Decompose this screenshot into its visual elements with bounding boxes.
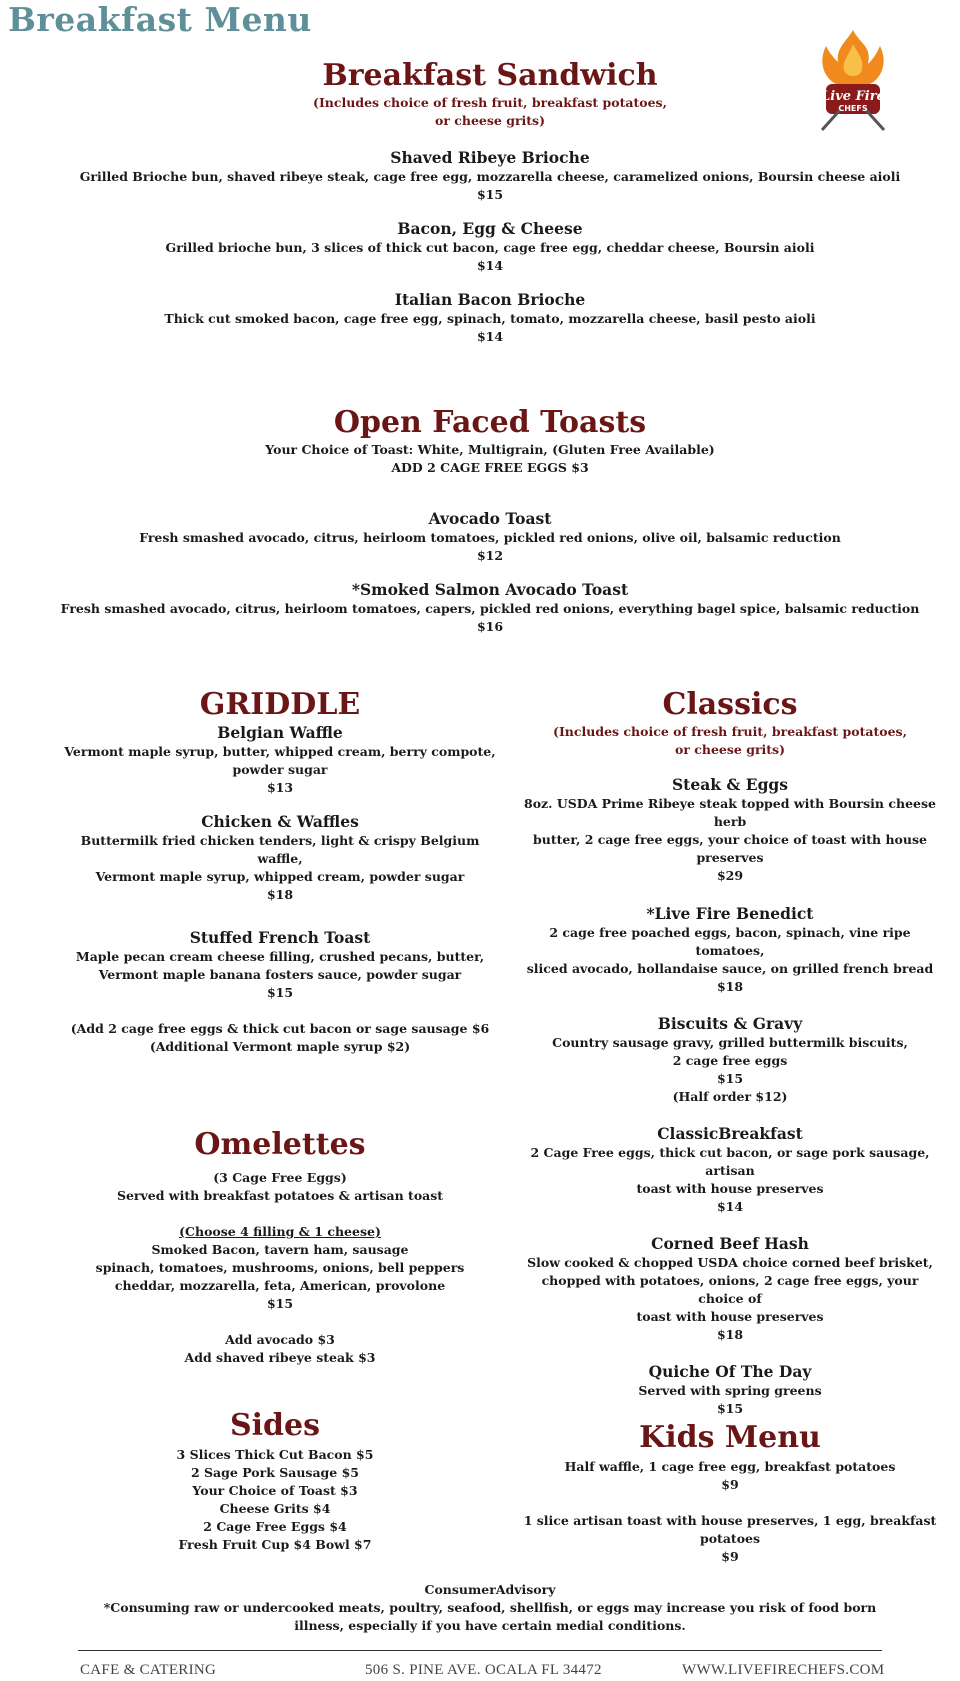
item-name: Chicken & Waffles [201,812,359,831]
section-title: Classics [662,687,798,722]
section-title: GRIDDLE [199,687,361,722]
section-subtitle: (Includes choice of fresh fruit, breakfast potatoes, [313,95,667,110]
section-sides [60,1408,490,1554]
omelette-addon: Add shaved ribeye steak $3 [184,1350,376,1365]
item-desc: chopped with potatoes, onions, 2 cage free eggs, your choice of [541,1273,919,1306]
menu-item [60,290,920,346]
item-desc: Grilled Brioche bun, shaved ribeye steak, cage free egg, mozzarella cheese, caramelized onions, Boursin cheese aioli [79,169,901,184]
item-price: $14 [476,258,504,273]
item-desc: Vermont maple syrup, butter, whipped cream, berry compote, [64,744,496,759]
item-name: Quiche Of The Day [648,1362,812,1381]
item-desc: sliced avocado, hollandaise sauce, on grilled french bread [526,961,934,976]
footer-website-link[interactable]: WWW.LIVEFIRECHEFS.COM [682,1662,885,1678]
item-name: Corned Beef Hash [651,1234,809,1253]
item-name: Bacon, Egg & Cheese [397,219,583,238]
griddle-addon: (Add 2 cage free eggs & thick cut bacon or sage sausage $6 [70,1021,490,1036]
griddle-addon: (Additional Vermont maple syrup $2) [149,1039,411,1054]
section-griddle [60,687,500,1056]
section-subtitle: or cheese grits) [434,113,546,128]
omelette-fillings: cheddar, mozzarella, feta, American, provolone [114,1278,446,1293]
menu-item [520,1234,940,1344]
item-desc: Country sausage gravy, grilled buttermilk biscuits, [552,1035,908,1050]
section-note: ADD 2 CAGE FREE EGGS $3 [391,460,589,475]
section-note: Your Choice of Toast: White, Multigrain, (Gluten Free Available) [265,442,715,457]
menu-item [520,1014,940,1106]
side-item: Your Choice of Toast $3 [192,1483,358,1498]
menu-item [60,509,920,565]
item-desc: Vermont maple banana fosters sauce, powder sugar [98,967,462,982]
item-name: Stuffed French Toast [189,928,371,947]
item-name: Steak & Eggs [671,775,788,794]
item-price: $15 [716,1401,744,1416]
item-price: $13 [266,780,294,795]
menu-item [520,904,940,996]
item-desc: Grilled brioche bun, 3 slices of thick cut bacon, cage free egg, cheddar cheese, Boursin aioli [165,240,815,255]
item-name: Shaved Ribeye Brioche [390,148,590,167]
menu-item [60,723,500,797]
omelette-price: $15 [266,1296,294,1311]
section-title: Open Faced Toasts [333,405,647,440]
side-item: Fresh Fruit Cup $4 Bowl $7 [178,1537,372,1552]
item-desc: preserves [696,850,764,865]
menu-item [520,775,940,885]
advisory-text: illness, especially if you have certain medial conditions. [294,1618,686,1633]
menu-item [60,928,500,1002]
kids-item: 1 slice artisan toast with house preserves, 1 egg, breakfast [523,1513,937,1528]
advisory-title: ConsumerAdvisory [424,1582,556,1597]
footer-address: 506 S. PINE AVE. OCALA FL 34472 [365,1662,602,1678]
item-desc: Buttermilk fried chicken tenders, light & crispy Belgium waffle, [80,833,480,866]
item-name: Biscuits & Gravy [657,1014,803,1033]
item-price: $18 [716,979,744,994]
page-title: Breakfast Menu [8,0,312,39]
section-omelettes [60,1127,500,1367]
section-subtitle: or cheese grits) [674,742,786,757]
item-desc: butter, 2 cage free eggs, your choice of toast with house [533,832,927,847]
item-price: $15 [266,985,294,1000]
section-subtitle: (Includes choice of fresh fruit, breakfast potatoes, [553,724,907,739]
item-desc: Fresh smashed avocado, citrus, heirloom tomatoes, pickled red onions, olive oil, balsamic reduction [139,530,841,545]
item-desc: 8oz. USDA Prime Ribeye steak topped with Boursin cheese herb [524,796,936,829]
item-price: $15 [716,1071,744,1086]
logo-text-line1: Live Fire [821,89,885,104]
kids-price: $9 [721,1477,739,1492]
section-open-faced-toasts [60,405,920,651]
item-name: Belgian Waffle [217,723,343,742]
menu-item [520,1124,940,1216]
item-price: $14 [716,1199,744,1214]
menu-item [60,580,920,636]
omelette-fillings: spinach, tomatoes, mushrooms, onions, bell peppers [95,1260,465,1275]
item-desc: Maple pecan cream cheese filling, crushed pecans, butter, [75,949,485,964]
kids-item: Half waffle, 1 cage free egg, breakfast potatoes [564,1459,896,1474]
item-desc: Vermont maple syrup, whipped cream, powder sugar [95,869,465,884]
menu-item [60,219,920,275]
section-title: Omelettes [194,1127,366,1162]
menu-item [520,1362,940,1418]
item-price: $15 [476,187,504,202]
item-name: *Smoked Salmon Avocado Toast [351,580,629,599]
logo-text-line2: CHEFS [838,104,868,113]
item-desc: 2 cage free eggs [672,1053,788,1068]
section-title: Sides [229,1408,320,1443]
item-price: $14 [476,329,504,344]
section-title: Breakfast Sandwich [322,58,658,93]
item-price: $18 [266,887,294,902]
item-price: $18 [716,1327,744,1342]
item-price: $29 [716,868,744,883]
item-price: $16 [476,619,504,634]
item-name: ClassicBreakfast [657,1124,803,1143]
side-item: Cheese Grits $4 [219,1501,331,1516]
consumer-advisory [60,1581,920,1635]
item-desc: Thick cut smoked bacon, cage free egg, spinach, tomato, mozzarella cheese, basil pesto aioli [164,311,816,326]
section-classics [520,687,940,1433]
item-desc: Fresh smashed avocado, citrus, heirloom tomatoes, capers, pickled red onions, everything bagel spice, balsamic reduction [60,601,920,616]
omelette-choose: (Choose 4 filling & 1 cheese) [179,1224,381,1239]
menu-item [60,812,500,904]
item-desc: powder sugar [232,762,328,777]
item-name: *Live Fire Benedict [646,904,814,923]
omelette-line: (3 Cage Free Eggs) [213,1170,347,1185]
item-name: Avocado Toast [428,509,552,528]
section-title: Kids Menu [639,1420,821,1455]
item-name: Italian Bacon Brioche [394,290,586,309]
item-desc: 2 Cage Free eggs, thick cut bacon, or sage pork sausage, artisan [530,1145,930,1178]
item-desc: Slow cooked & chopped USDA choice corned beef brisket, [527,1255,933,1270]
section-kids-menu [520,1420,940,1566]
kids-item: potatoes [699,1531,761,1546]
kids-price: $9 [721,1549,739,1564]
item-desc: Served with spring greens [638,1383,822,1398]
omelette-line: Served with breakfast potatoes & artisan toast [116,1188,444,1203]
side-item: 3 Slices Thick Cut Bacon $5 [176,1447,374,1462]
footer-divider [78,1650,882,1651]
omelette-fillings: Smoked Bacon, tavern ham, sausage [151,1242,409,1257]
item-desc: (Half order $12) [672,1089,788,1104]
item-desc: 2 cage free poached eggs, bacon, spinach, vine ripe tomatoes, [549,925,911,958]
menu-item [60,148,920,204]
side-item: 2 Sage Pork Sausage $5 [190,1465,359,1480]
item-price: $12 [476,548,504,563]
side-item: 2 Cage Free Eggs $4 [203,1519,347,1534]
omelette-addon: Add avocado $3 [225,1332,335,1347]
item-desc: toast with house preserves [636,1181,824,1196]
footer-tagline: CAFE & CATERING [80,1662,217,1678]
section-breakfast-sandwich [60,58,920,361]
advisory-text: *Consuming raw or undercooked meats, poultry, seafood, shellfish, or eggs may increase you risk of food born [103,1600,877,1615]
item-desc: toast with house preserves [636,1309,824,1324]
